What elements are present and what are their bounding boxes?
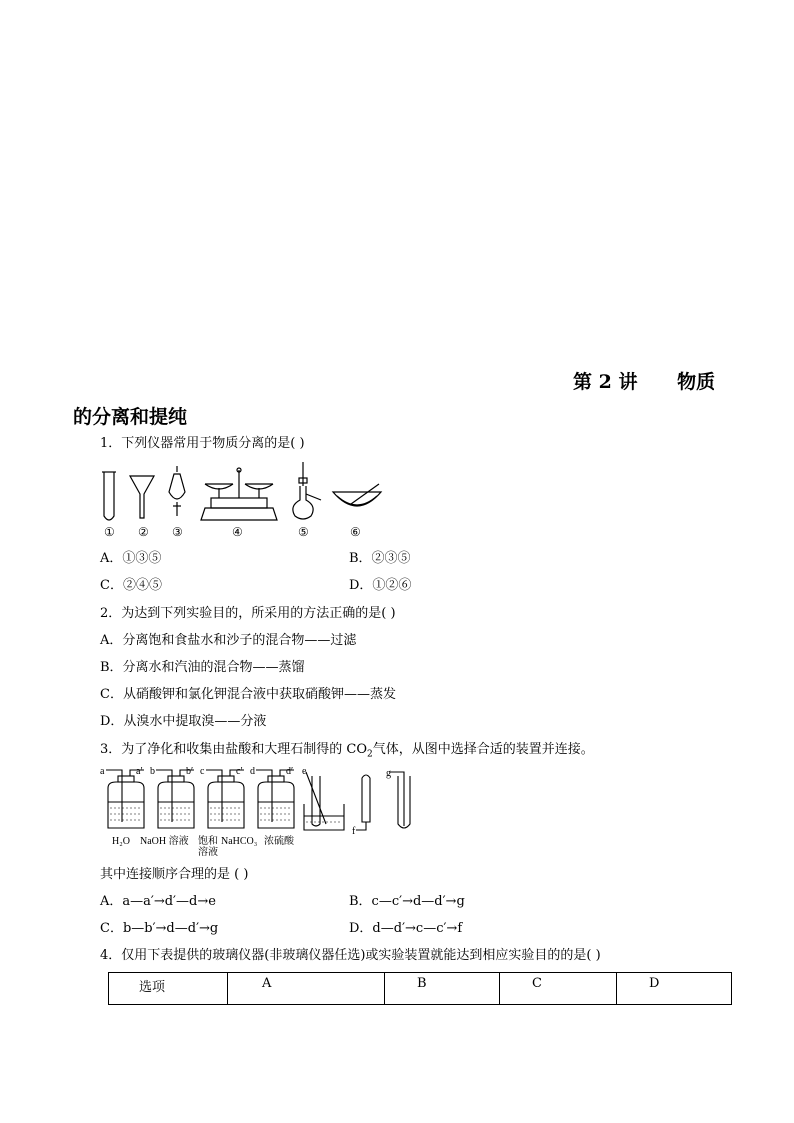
q1-label-3: ③ [172,525,183,539]
q1-label-5: ⑤ [298,525,309,539]
q4-options-table [108,972,732,1005]
q1-label-6: ⑥ [350,525,361,539]
q1-option-a: A．①③⑤ [100,551,162,566]
distillation-flask-icon [293,462,321,519]
q3-label-g: g [386,768,391,779]
q3-option-d: D．d—d′→c—c′→f [349,921,463,936]
table-header-cell: D [617,973,732,1005]
collection-tube-g-icon [390,772,410,828]
table-header-cell: C [500,973,617,1005]
water-trough-icon [304,772,344,830]
funnel-icon [130,476,154,518]
q3-label-c: c [200,766,205,777]
table-header-cell: B [385,973,500,1005]
q1-label-1: ① [104,525,115,539]
q2-option-a: A．分离饱和食盐水和沙子的混合物——过滤 [100,633,357,648]
q3-bottle3-caption-c: 溶液 [198,847,218,858]
q3-label-e: e [302,766,307,777]
q1-option-d: D．①②⑥ [349,578,412,593]
q2-option-c: C．从硝酸钾和氯化钾混合液中获取硝酸钾——蒸发 [100,687,396,702]
q3-option-c: C．b—b′→d—d′→g [100,921,219,936]
lesson-title-line2: 的分离和提纯 [73,406,188,428]
q1-option-c: C．②④⑤ [100,578,162,593]
balance-scale-icon [201,468,277,520]
q3-label-d: d [250,766,255,777]
table-header-cell: 选项 [109,973,228,1005]
wash-bottle-nahco3-icon [206,770,244,828]
q3-option-b: B．c—c′→d—d′→g [349,894,465,909]
test-tube-icon [102,472,116,520]
q3-label-b: b [150,766,155,777]
q3-label-a: a [100,766,105,777]
q4-stem: 4．仅用下表提供的玻璃仪器(非玻璃仪器任选)或实验装置就能达到相应实验目的的是( ) [100,948,601,963]
q1-stem: 1．下列仪器常用于物质分离的是( ) [100,436,305,451]
q3-stem: 3．为了净化和收集由盐酸和大理石制得的 $CO_2$气体，从图中选择合适的装置并连接。 [100,742,594,760]
wash-bottle-naoh-icon [156,770,194,828]
table-header-cell: A [228,973,385,1005]
q1-option-b: B．②③⑤ [349,551,411,566]
wash-bottle-h2so4-icon [256,770,294,828]
q2-stem: 2．为达到下列实验目的，所采用的方法正确的是( ) [100,606,396,621]
q3-bottle4-caption: 浓硫酸 [264,836,294,847]
q3-bottle1-caption: H₂O [112,836,130,847]
q3-label-b-prime: b′ [186,766,194,777]
table-row [109,973,732,1005]
q3-option-a: A．a—a′→d′—d→e [100,894,216,909]
evaporating-dish-icon [333,484,381,506]
q3-bottle2-caption: NaOH 溶液 [140,836,189,847]
q1-label-2: ② [138,525,149,539]
lesson-title-line1: 第 2 讲 物质 [573,371,716,393]
q1-instruments-figure [95,460,385,528]
collection-tube-f-icon [356,775,370,830]
q2-option-b: B．分离水和汽油的混合物——蒸馏 [100,660,305,675]
wash-bottle-h2o-icon [106,770,144,828]
q3-bottle3-caption-b: NaHCO₃ [221,836,258,847]
q1-label-4: ④ [232,525,243,539]
q3-label-c-prime: c′ [236,766,243,777]
q3-label-a-prime: a′ [136,766,143,777]
q2-option-d: D．从溴水中提取溴——分液 [100,714,267,729]
q3-bottle3-caption-a: 饱和 [198,836,218,847]
q3-label-d-prime: d′ [286,766,294,777]
q3-label-f: f [352,826,356,837]
separatory-funnel-icon [169,466,185,516]
q3-sub-stem: 其中连接顺序合理的是 ( ) [100,867,249,882]
